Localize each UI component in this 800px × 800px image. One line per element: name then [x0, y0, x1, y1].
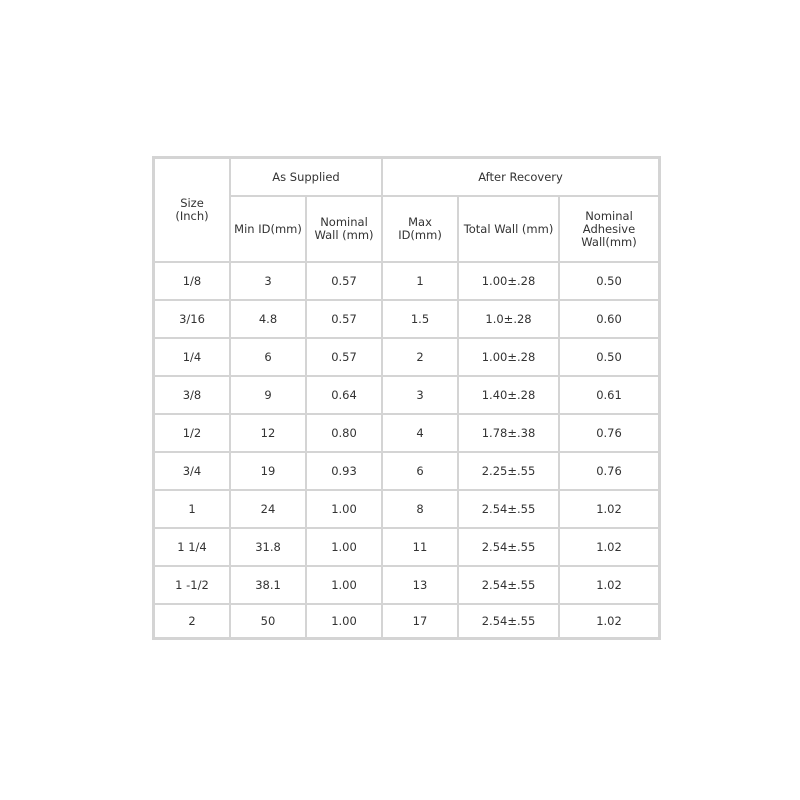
cell-nominal-wall: 0.57 [306, 300, 382, 338]
table-row [154, 452, 659, 490]
header-nominal-adhesive-wall-label: Nominal Adhesive Wall(mm) [581, 208, 637, 249]
cell-max-id: 6 [382, 452, 458, 490]
cell-size: 1 1/4 [154, 528, 230, 566]
cell-nominal-adhesive-wall: 0.60 [559, 300, 659, 338]
header-row-groups [154, 158, 659, 196]
cell-size: 1/8 [154, 262, 230, 300]
cell-size: 1 -1/2 [154, 566, 230, 604]
cell-min-id: 9 [230, 376, 306, 414]
cell-max-id: 1 [382, 262, 458, 300]
table-row [154, 338, 659, 376]
cell-total-wall: 1.40±.28 [458, 376, 559, 414]
cell-nominal-adhesive-wall: 0.50 [559, 262, 659, 300]
cell-size: 1 [154, 490, 230, 528]
header-size [154, 158, 230, 262]
cell-max-id: 8 [382, 490, 458, 528]
header-nominal-adhesive-wall [559, 196, 659, 262]
cell-total-wall: 2.54±.55 [458, 490, 559, 528]
cell-nominal-adhesive-wall: 0.50 [559, 338, 659, 376]
cell-nominal-adhesive-wall: 1.02 [559, 566, 659, 604]
cell-size: 3/16 [154, 300, 230, 338]
cell-min-id: 12 [230, 414, 306, 452]
header-nominal-wall [306, 196, 382, 262]
cell-min-id: 4.8 [230, 300, 306, 338]
header-nominal-wall-label: Nominal Wall (mm) [314, 215, 374, 242]
table-row [154, 566, 659, 604]
cell-nominal-wall: 0.64 [306, 376, 382, 414]
header-size-label: Size (Inch) [175, 196, 209, 223]
cell-size: 1/2 [154, 414, 230, 452]
cell-min-id: 6 [230, 338, 306, 376]
cell-total-wall: 2.54±.55 [458, 566, 559, 604]
cell-size: 3/8 [154, 376, 230, 414]
header-max-id [382, 196, 458, 262]
cell-max-id: 3 [382, 376, 458, 414]
cell-min-id: 38.1 [230, 566, 306, 604]
cell-nominal-wall: 1.00 [306, 604, 382, 638]
cell-max-id: 11 [382, 528, 458, 566]
cell-total-wall: 1.00±.28 [458, 338, 559, 376]
table-row [154, 490, 659, 528]
table-row [154, 528, 659, 566]
cell-size: 3/4 [154, 452, 230, 490]
table-row [154, 376, 659, 414]
cell-nominal-adhesive-wall: 0.76 [559, 414, 659, 452]
cell-min-id: 31.8 [230, 528, 306, 566]
cell-max-id: 4 [382, 414, 458, 452]
cell-total-wall: 1.0±.28 [458, 300, 559, 338]
cell-nominal-wall: 1.00 [306, 490, 382, 528]
cell-min-id: 50 [230, 604, 306, 638]
cell-nominal-wall: 0.80 [306, 414, 382, 452]
cell-nominal-adhesive-wall: 1.02 [559, 604, 659, 638]
cell-max-id: 17 [382, 604, 458, 638]
cell-total-wall: 2.25±.55 [458, 452, 559, 490]
header-as-supplied: As Supplied [230, 158, 382, 196]
header-total-wall: Total Wall (mm) [458, 196, 559, 262]
cell-total-wall: 2.54±.55 [458, 604, 559, 638]
cell-nominal-adhesive-wall: 0.76 [559, 452, 659, 490]
header-min-id: Min ID(mm) [230, 196, 306, 262]
header-after-recovery: After Recovery [382, 158, 659, 196]
cell-size: 1/4 [154, 338, 230, 376]
table-row [154, 262, 659, 300]
header-row-columns [154, 196, 659, 262]
cell-total-wall: 1.78±.38 [458, 414, 559, 452]
cell-nominal-wall: 1.00 [306, 528, 382, 566]
cell-nominal-wall: 0.93 [306, 452, 382, 490]
cell-min-id: 24 [230, 490, 306, 528]
cell-nominal-wall: 0.57 [306, 338, 382, 376]
cell-min-id: 19 [230, 452, 306, 490]
cell-nominal-wall: 0.57 [306, 262, 382, 300]
cell-max-id: 13 [382, 566, 458, 604]
cell-total-wall: 1.00±.28 [458, 262, 559, 300]
cell-max-id: 1.5 [382, 300, 458, 338]
cell-min-id: 3 [230, 262, 306, 300]
cell-nominal-adhesive-wall: 1.02 [559, 528, 659, 566]
table-row [154, 604, 659, 638]
cell-size: 2 [154, 604, 230, 638]
table-row [154, 300, 659, 338]
table-row [154, 414, 659, 452]
cell-total-wall: 2.54±.55 [458, 528, 559, 566]
cell-max-id: 2 [382, 338, 458, 376]
cell-nominal-adhesive-wall: 1.02 [559, 490, 659, 528]
cell-nominal-wall: 1.00 [306, 566, 382, 604]
specification-table [152, 156, 661, 640]
header-max-id-label: Max ID(mm) [398, 215, 442, 242]
cell-nominal-adhesive-wall: 0.61 [559, 376, 659, 414]
